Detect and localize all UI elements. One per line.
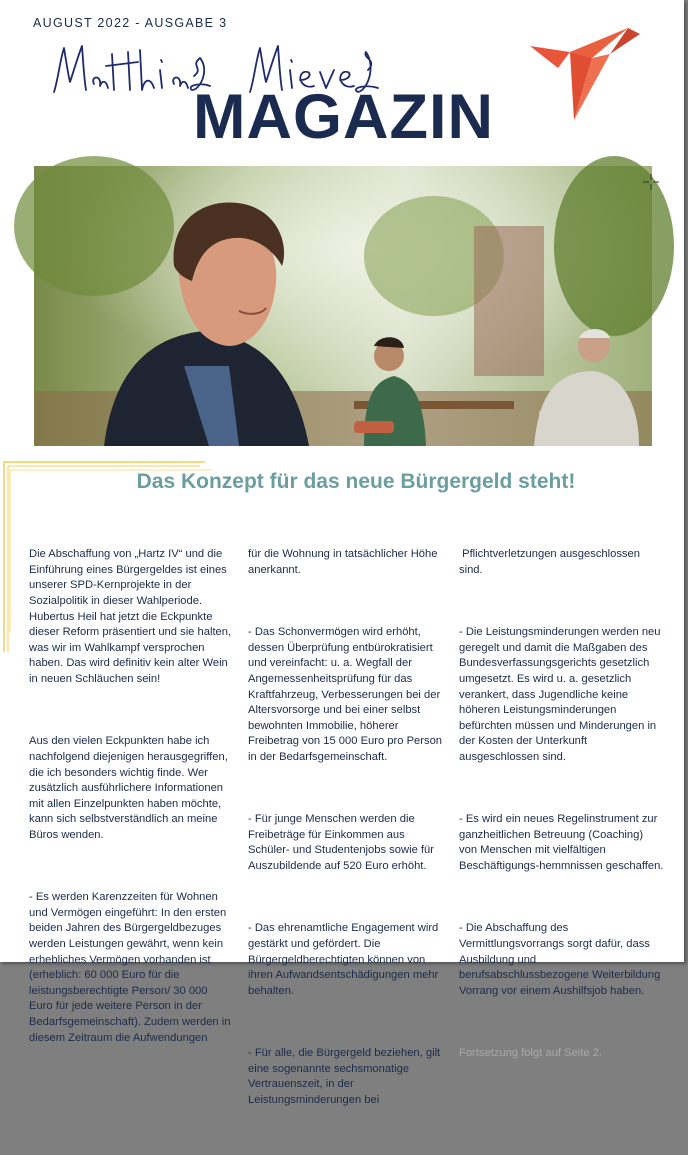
crosshair-icon [643,174,659,190]
paragraph: Aus den vielen Eckpunkten habe ich nachfolgend diejenigen herausgegriffen, die ich besonders wichtig finde. Wer zusätzlich ausführlichere Informationen mit allen Einzelpunkten haben möchte, kann sich selbstverständlich an meine Büros wenden. [29,735,231,841]
article-headline: Das Konzept für das neue Bürgergeld steht! [136,470,576,493]
article-column-3 [459,516,664,1109]
continued-note: Fortsetzung folgt auf Seite 2. [459,1047,603,1060]
paragraph: - Für junge Menschen werden die Freibeträge für Einkommen aus Schüler- und Studentenjobs sowie für Auszubildende auf 520 Euro erhöht. [248,813,437,873]
article-column-1 [29,516,234,1093]
paragraph: - Das Schonvermögen wird erhöht, dessen Überprüfung entbürokratisiert und vereinfacht: u. a. Wegfall der Angemessenheitsprüfung für das Kraftfahrzeug, Verbesserungen bei der Altersvorsorge und bei einer selbst bewohnten Immobilie, höherer Freibetrag von 15 000 Euro pro Person in der Bedarfsgemeinschaft. [248,626,446,763]
paragraph: - Es wird ein neues Regelinstrument zur ganzheitlichen Betreuung (Coaching) von Menschen mit vielfältigen Beschäftigungs-hemmnissen geschaffen. [459,813,664,873]
magazine-title: MAGAZIN [193,82,494,152]
photo-illustration [34,166,652,446]
paragraph: Pflichtverletzungen ausgeschlossen sind. [459,548,644,576]
issue-line: AUGUST 2022 - AUSGABE 3 [33,16,228,30]
header-photo [34,166,652,446]
paragraph: - Das ehrenamtliche Engagement wird gestärkt und gefördert. Die Bürgergeldberechtigten können von ihren Aufwandsentschädigungen mehr behalten. [248,922,442,997]
article-column-2 [248,516,448,1155]
paragraph: für die Wohnung in tatsächlicher Höhe anerkannt. [248,548,441,576]
paragraph: - Die Abschaffung des Vermittlungsvorrangs sorgt dafür, dass Ausbildung und berufsabschlussbezogene Weiterbildung Vorrang vor einem Aushilfsjob haben. [459,922,664,997]
paragraph: - Für alle, die Bürgergeld beziehen, gilt eine sogenannte sechsmonatige Vertrauenszeit, in der Leistungsminderungen bei [248,1047,444,1106]
paragraph: - Die Leistungsminderungen werden neu geregelt und damit die Maßgaben des Bundesverfassungsgerichts gesetzlich umgesetzt. Es wird u. a. gesetzlich verankert, dass Jugendliche keine höheren Leistungsminderungen befürchten müssen und Minderungen in der Kosten der Unterkunft ausgeschlossen sind. [459,626,664,763]
paragraph: - Es werden Karenzzeiten für Wohnen und Vermögen eingeführt: In den ersten beiden Jahren des Bürgergeldbezuges werden Leistungen gewährt, wenn kein erhebliches Vermögen vorhanden ist (erheblich: 60 000 Euro für die leistungsberechtigte Person/ 30 000 Euro für jede weitere Person in der Bedarfsgemeinschaft). Zudem werden in diesem Zeitraum die Aufwendungen [29,891,234,1044]
origami-bird-icon [530,24,640,124]
paragraph: Die Abschaffung von „Hartz IV“ und die Einführung eines Bürgergeldes ist eines unserer SPD-Kernprojekte in der Sozialpolitik in dieser Wahlperiode. Hubertus Heil hat jetzt die Eckpunkte dieser Reform präsentiert und sie halten, was wir im Wahlkampf versprochen haben. Das wird definitiv kein alter Wein in neuen Schläuchen sein! [29,548,235,685]
